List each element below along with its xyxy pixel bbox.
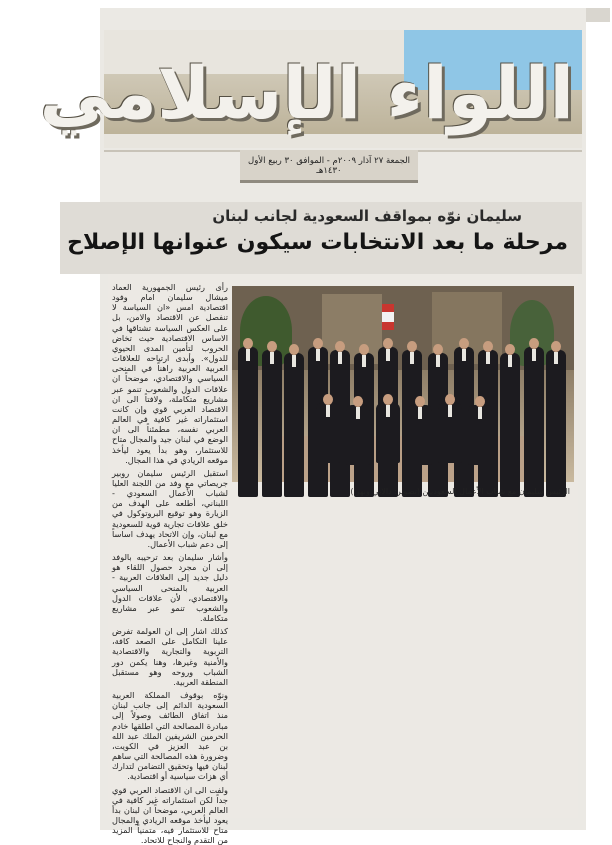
photo-figure-head bbox=[359, 344, 369, 355]
photo-figure bbox=[284, 353, 304, 497]
photo-figure-shirt bbox=[386, 405, 390, 417]
photo-figure-head bbox=[289, 344, 299, 355]
article-paragraph: استقبل الرئيس سليمان روبير جريصاتي مع وفد من اللجنة العليا لشباب الأعمال السعودي - اللبناني، أطلعه على الهدف من الزيارة وهو توقيع البروتوكول في خلق علاقات تجارية قوية للسعودية مع لبنان، وإن الاتحاد يهدف اساساً إلى دعم شباب الأعمال. bbox=[112, 468, 228, 549]
photo-figure-head bbox=[243, 338, 253, 349]
photo-figure-shirt bbox=[338, 352, 342, 364]
article-kicker: سليمان نوّه بمواقف السعودية لجانب لبنان bbox=[212, 207, 522, 225]
photo-figure bbox=[262, 350, 282, 497]
photo-figure-shirt bbox=[246, 349, 250, 361]
photo-figure-head bbox=[475, 396, 485, 407]
photo-figure-head bbox=[407, 341, 417, 352]
photo-figure-shirt bbox=[508, 355, 512, 367]
photo-figure-head bbox=[335, 341, 345, 352]
newspaper-logo-title: اللواء الإسلامي bbox=[104, 48, 574, 138]
photo-figure-shirt bbox=[270, 352, 274, 364]
photo-caption: الرئيس سليمان مع شباب الأعمال السعوديين (تصوير: دالاتي ونهرا) bbox=[232, 484, 574, 500]
photo-figure-shirt bbox=[478, 407, 482, 419]
photo-figure bbox=[438, 403, 462, 463]
photo-figure-shirt bbox=[316, 349, 320, 361]
photo-figure-shirt bbox=[410, 352, 414, 364]
photo-figure-shirt bbox=[292, 355, 296, 367]
article-paragraph: وأشار سليمان بعد ترحيبه بالوفد إلى ان مجرد حصول اللقاء هو دليل جديد إلى العلاقات العربية - العربية بالمنحى السياسي والاقتصادي، لأن علاقات الدول والشعوب تنمو عبر مشاريع متكاملة. bbox=[112, 552, 228, 623]
photo-figure-shirt bbox=[356, 407, 360, 419]
photo-figure bbox=[500, 353, 520, 497]
article-headline: مرحلة ما بعد الانتخابات سيكون عنوانها الإصلاح bbox=[67, 230, 568, 255]
photo-figure bbox=[376, 403, 400, 463]
photo-figure bbox=[524, 347, 544, 497]
photo-figure-shirt bbox=[554, 352, 558, 364]
photo-figure-shirt bbox=[418, 407, 422, 419]
group-photo bbox=[232, 286, 574, 482]
photo-figure bbox=[346, 405, 370, 465]
photo-figure-head bbox=[353, 396, 363, 407]
photo-figure-shirt bbox=[362, 355, 366, 367]
photo-figure-head bbox=[459, 338, 469, 349]
lebanese-flag bbox=[382, 304, 394, 330]
photo-figure-shirt bbox=[486, 352, 490, 364]
photo-figure-head bbox=[529, 338, 539, 349]
article-body-column bbox=[112, 282, 228, 802]
photo-figure-shirt bbox=[436, 355, 440, 367]
photo-figure-head bbox=[323, 394, 333, 405]
photo-figure-head bbox=[415, 396, 425, 407]
photo-figure-head bbox=[483, 341, 493, 352]
photo-figure-head bbox=[313, 338, 323, 349]
article-paragraph: ونوّه بوقوف المملكة العربية السعودية الدائم إلى جانب لبنان منذ اتفاق الطائف وصولاً إلى مبادرة المصالحة التي اطلقها خادم الحرمين الشريفين الملك عبد الله بن عبد العزيز في الكويت، وضرورة هذه المصالحة التي ساهم لبنان فيها وتحقيق التضامن لتدارك أي هزات سياسية أو اقتصادية. bbox=[112, 690, 228, 781]
photo-figure-head bbox=[267, 341, 277, 352]
article-paragraph: كذلك اشار إلى ان العولمة تفرض علينا التكامل على الصعد كافة، التربوية والتجارية والاقتصادية والأمنية وغيرها، وهنا يكمن دور الشباب وروحه وهو مستقبل المنطقة العربية. bbox=[112, 626, 228, 687]
dateline: الجمعة ٢٧ آذار ٢٠٠٩م - الموافق ٣٠ ربيع الأول ١٤٣٠هـ bbox=[240, 156, 418, 176]
photo-figure bbox=[238, 347, 258, 497]
dateline-box bbox=[240, 150, 418, 183]
photo-figure-shirt bbox=[386, 349, 390, 361]
photo-figure-shirt bbox=[532, 349, 536, 361]
photo-figure-shirt bbox=[448, 405, 452, 417]
photo-figure-head bbox=[505, 344, 515, 355]
article-paragraph: ولفت الى ان الاقتصاد العربي قوي جداً لكن استثماراته غير كافية في العالم العربي، موضحاً ان لبنان بدأ يعود ليأخذ موقعه الريادي والمجال متاح للاستثمار فيه، متمنياً المزيد من التقدم والنجاح للاتحاد. bbox=[112, 785, 228, 845]
photo-figure-head bbox=[445, 394, 455, 405]
photo-figure bbox=[468, 405, 492, 465]
photo-figure bbox=[316, 403, 340, 463]
photo-figure bbox=[408, 405, 432, 465]
headline-box bbox=[60, 202, 582, 274]
photo-figure-shirt bbox=[326, 405, 330, 417]
photo-figure-head bbox=[383, 394, 393, 405]
photo-figure-head bbox=[551, 341, 561, 352]
photo-figure bbox=[546, 350, 566, 497]
article-paragraph: رأى رئيس الجمهورية العماد ميشال سليمان امام وفود اقتصادية امس «ان السياسة لا تنفصل عن الاقتصاد والامن، بل على العكس السياسة تشتاقها في الاساس الاقتصادية حيث تخاض الحروب لتأمين المدى الحيوي للدول». وأبدى ارتياحه للعلاقات العربية العربية راهناً في المنحى السياسي والاقتصادي، موضحاً ان علاقات الدول والشعوب تنمو عبر مشاريع متكاملة، ولافتاً الى ان الاقتصاد العربي قوي وإن كانت استثماراته غير كافية في العالم العربي نفسه، مطمئناً الى ان الوضع في لبنان جيد والمجال متاح للاستثمار، وهو بدأ يعود ليأخذ موقعه الريادي في هذا المجال. bbox=[112, 282, 228, 465]
photo-figure-head bbox=[383, 338, 393, 349]
photo-figure-shirt bbox=[462, 349, 466, 361]
photo-figure-head bbox=[433, 344, 443, 355]
masthead bbox=[104, 30, 582, 148]
